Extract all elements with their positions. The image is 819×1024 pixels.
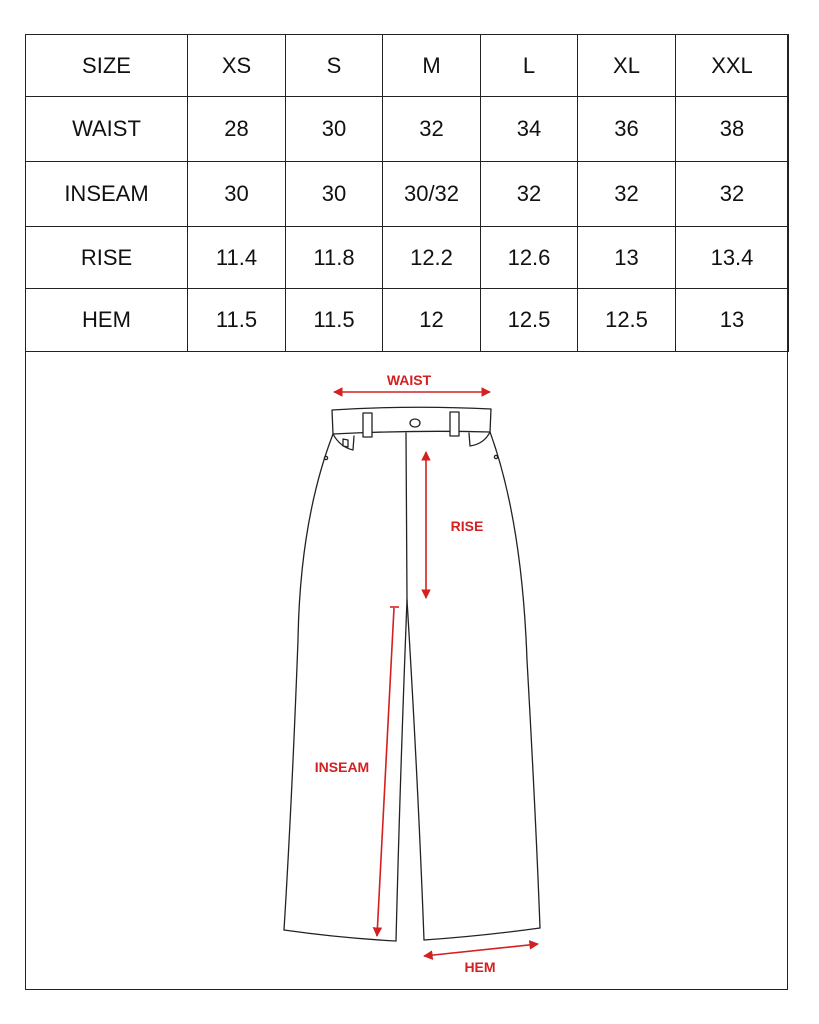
table-cell: 12.2 [383,227,481,289]
header-cell: XS [188,35,286,97]
belt-loop-left [363,413,372,437]
table-cell: 11.5 [188,289,286,352]
table-cell: 12.5 [578,289,676,352]
belt-loop-right [450,412,459,436]
row-label: WAIST [26,97,188,162]
table-cell: 38 [676,97,789,162]
hem-label: HEM [464,959,496,975]
table-cell: 30 [286,162,383,227]
hem-arrow [424,944,538,956]
header-cell: XL [578,35,676,97]
table-cell: 12.6 [481,227,578,289]
table-row-waist [26,97,789,162]
size-table [25,34,789,352]
left-hem [284,930,396,941]
right-outer-seam [490,432,540,928]
table-cell: 28 [188,97,286,162]
table-cell: 12.5 [481,289,578,352]
table-cell: 13 [676,289,789,352]
rise-label: RISE [450,518,484,534]
table-cell: 32 [481,162,578,227]
waist-label: WAIST [386,372,432,388]
table-row-inseam [26,162,789,227]
table-row-hem [26,289,789,352]
header-cell: S [286,35,383,97]
row-label: RISE [26,227,188,289]
table-cell: 30/32 [383,162,481,227]
row-label: INSEAM [26,162,188,227]
table-cell: 32 [578,162,676,227]
header-cell: L [481,35,578,97]
inseam-arrow [377,608,394,936]
header-row [26,35,789,97]
fly-seam [406,433,407,600]
pants-measurement-diagram [25,353,788,990]
table-cell: 11.8 [286,227,383,289]
row-label: HEM [26,289,188,352]
table-cell: 30 [286,97,383,162]
header-cell: SIZE [26,35,188,97]
measurement-arrows [334,392,538,956]
table-cell: 12 [383,289,481,352]
pants-outline-icon [284,407,540,941]
right-inner-seam [407,600,424,940]
left-inner-seam [396,600,407,941]
header-cell: XXL [676,35,789,97]
table-row-rise [26,227,789,289]
table-cell: 36 [578,97,676,162]
inseam-label: INSEAM [314,759,370,775]
right-pocket [469,432,490,446]
table-cell: 13.4 [676,227,789,289]
table-cell: 11.4 [188,227,286,289]
table-cell: 11.5 [286,289,383,352]
button-icon [410,419,420,427]
table-cell: 34 [481,97,578,162]
right-hem [424,928,540,940]
left-outer-seam [284,434,333,930]
table-cell: 13 [578,227,676,289]
header-cell: M [383,35,481,97]
table-cell: 30 [188,162,286,227]
table-cell: 32 [383,97,481,162]
table-cell: 32 [676,162,789,227]
